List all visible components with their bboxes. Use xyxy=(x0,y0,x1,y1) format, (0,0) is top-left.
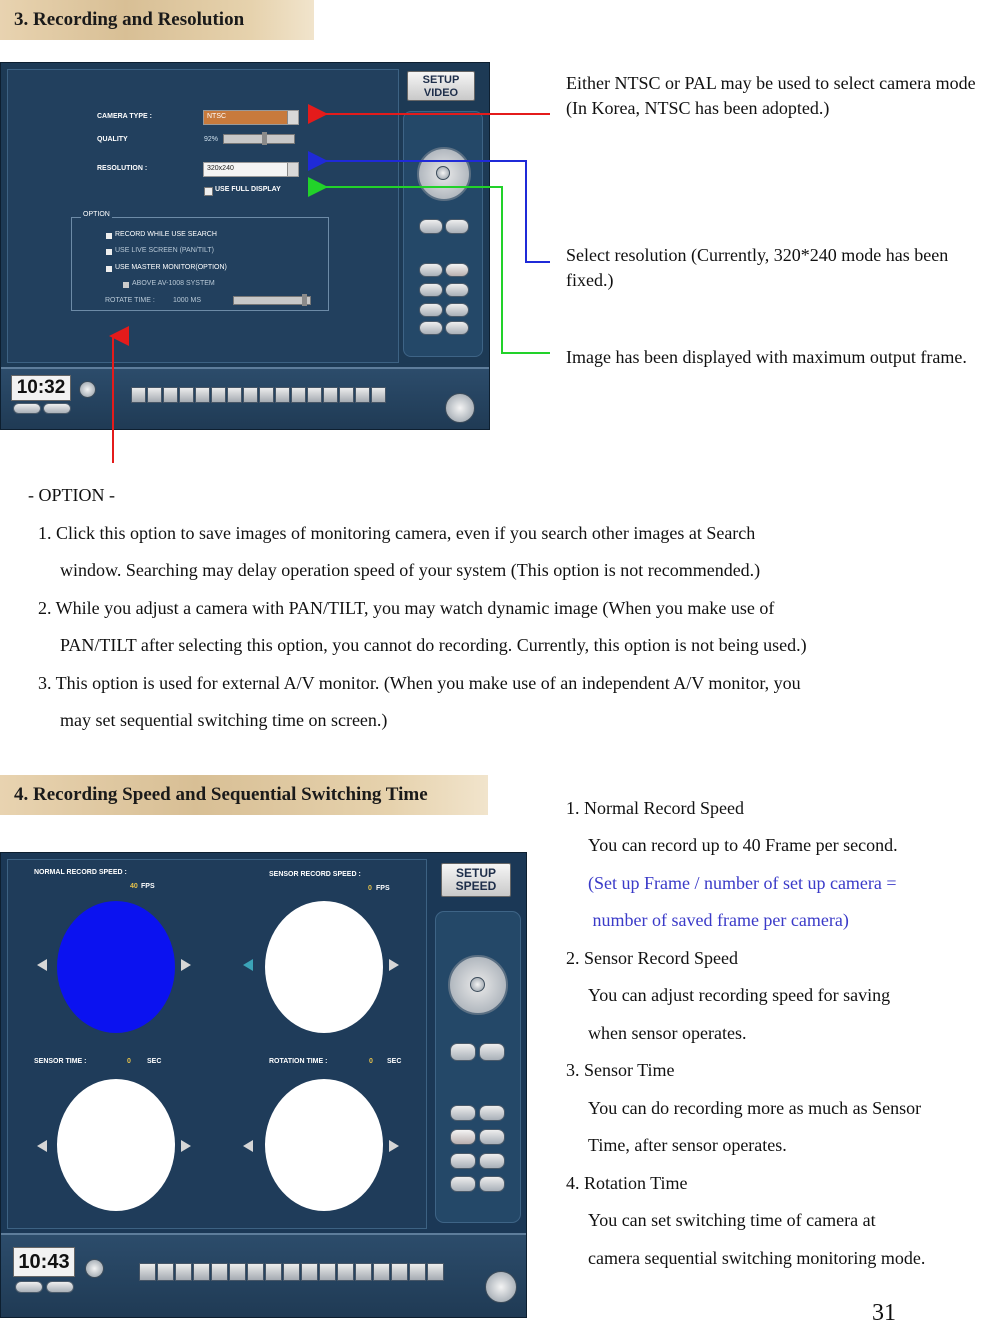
option-heading: - OPTION - xyxy=(28,485,115,505)
speed-item-text: Time, after sensor operates. xyxy=(588,1135,787,1155)
normal-speed-dial[interactable] xyxy=(57,901,175,1033)
next-button[interactable] xyxy=(479,1043,505,1061)
rotation-time-right-arrow[interactable] xyxy=(389,1140,399,1152)
channel-button[interactable] xyxy=(175,1263,192,1281)
channel-button[interactable] xyxy=(373,1263,390,1281)
speed-item-text: camera sequential switching monitoring mode. xyxy=(588,1248,926,1268)
channel-button[interactable] xyxy=(139,1263,156,1281)
clock-adjust-left[interactable] xyxy=(15,1281,43,1293)
option-3-label: USE MASTER MONITOR(OPTION) xyxy=(115,264,227,271)
speed-item-heading: 1. Normal Record Speed xyxy=(566,798,744,818)
option-line: may set sequential switching time on screen.) xyxy=(60,710,388,730)
channel-button[interactable] xyxy=(247,1263,264,1281)
full-display-note: Image has been displayed with maximum output frame. xyxy=(566,347,967,367)
clock-display: 10:43 xyxy=(13,1247,75,1277)
channel-button[interactable] xyxy=(337,1263,354,1281)
channel-button[interactable] xyxy=(193,1263,210,1281)
speed-label: SPEED xyxy=(455,879,497,893)
video-label: VIDEO xyxy=(423,87,459,99)
speed-item-heading: 3. Sensor Time xyxy=(566,1060,675,1080)
pan-tilt-dpad[interactable] xyxy=(448,955,508,1015)
channel-button[interactable] xyxy=(355,1263,372,1281)
prev-button[interactable] xyxy=(450,1043,476,1061)
control-button-4[interactable] xyxy=(450,1153,476,1169)
channel-button-row xyxy=(139,1263,449,1279)
rotate-time-label: ROTATE TIME : xyxy=(105,297,155,304)
normal-speed-left-arrow[interactable] xyxy=(37,959,47,971)
setup-label: SETUP xyxy=(422,74,460,86)
fps-label: FPS xyxy=(376,885,390,892)
control-button-3[interactable] xyxy=(479,1129,505,1145)
setup-speed-screenshot xyxy=(0,852,527,1318)
setup-speed-button[interactable] xyxy=(441,863,511,897)
option-group-label: OPTION xyxy=(83,211,110,218)
channel-button[interactable] xyxy=(211,1263,228,1281)
sensor-time-value: 0 xyxy=(127,1058,131,1065)
sensor-speed-label: SENSOR RECORD SPEED : xyxy=(269,871,361,878)
section-3-title: 3. Recording and Resolution xyxy=(0,0,314,40)
channel-button[interactable] xyxy=(157,1263,174,1281)
mode-button[interactable] xyxy=(85,1259,104,1278)
control-button-1[interactable] xyxy=(450,1105,476,1121)
speed-item-text: You can set switching time of camera at xyxy=(588,1210,876,1230)
sensor-time-left-arrow[interactable] xyxy=(37,1140,47,1152)
rotation-time-label: ROTATION TIME : xyxy=(269,1058,328,1065)
option-3-sub-label: ABOVE AV-1008 SYSTEM xyxy=(132,280,215,287)
speed-item-text: You can record up to 40 Frame per second. xyxy=(588,835,898,855)
option-line: 1. Click this option to save images of monitoring camera, even if you search other images at Search xyxy=(38,523,756,543)
option-2-label: USE LIVE SCREEN (PAN/TILT) xyxy=(115,247,214,254)
rotation-time-dial[interactable] xyxy=(265,1079,383,1211)
control-button-5[interactable] xyxy=(479,1153,505,1169)
channel-button[interactable] xyxy=(283,1263,300,1281)
resolution-label: RESOLUTION : xyxy=(97,165,148,172)
sensor-time-label: SENSOR TIME : xyxy=(34,1058,87,1065)
sensor-speed-dial[interactable] xyxy=(265,901,383,1033)
sensor-speed-value: 0 xyxy=(368,885,372,892)
channel-button[interactable] xyxy=(229,1263,246,1281)
normal-speed-value: 40 xyxy=(130,883,138,890)
section-4-title: 4. Recording Speed and Sequential Switching Time xyxy=(0,775,488,815)
sensor-speed-left-arrow[interactable] xyxy=(243,959,253,971)
channel-button[interactable] xyxy=(265,1263,282,1281)
option-line: 3. This option is used for external A/V monitor. (When you make use of an independent A/V monitor, you xyxy=(38,673,801,693)
option-line: PAN/TILT after selecting this option, you cannot do recording. Currently, this option is not being used.) xyxy=(60,635,807,655)
quality-label: QUALITY xyxy=(97,136,128,143)
speed-item-heading: 2. Sensor Record Speed xyxy=(566,948,738,968)
sec-label: SEC xyxy=(147,1058,162,1065)
speed-item-text: You can adjust recording speed for saving xyxy=(588,985,891,1005)
power-knob[interactable] xyxy=(485,1271,517,1303)
dpad-center-icon[interactable] xyxy=(470,977,485,992)
channel-button[interactable] xyxy=(391,1263,408,1281)
fps-label: FPS xyxy=(141,883,155,890)
channel-button[interactable] xyxy=(301,1263,318,1281)
clock-display: 10:32 xyxy=(11,375,71,401)
full-display-arrow xyxy=(324,187,550,353)
sec-label: SEC xyxy=(387,1058,402,1065)
channel-button[interactable] xyxy=(427,1263,444,1281)
speed-item-text: You can do recording more as much as Sensor xyxy=(588,1098,922,1118)
quality-value: 92% xyxy=(204,136,219,143)
sensor-time-right-arrow[interactable] xyxy=(181,1140,191,1152)
speed-item-formula: (Set up Frame / number of set up camera = xyxy=(588,873,897,893)
option-1-label: RECORD WHILE USE SEARCH xyxy=(115,231,217,238)
channel-button[interactable] xyxy=(319,1263,336,1281)
speed-item-text: when sensor operates. xyxy=(588,1023,747,1043)
rotate-time-value: 1000 MS xyxy=(173,297,202,304)
control-button-2[interactable] xyxy=(479,1105,505,1121)
option-line: window. Searching may delay operation speed of your system (This option is not recommended.) xyxy=(60,560,761,580)
speed-item-formula: number of saved frame per camera) xyxy=(588,910,849,930)
resolution-note: Select resolution (Currently, 320*240 mode has been fixed.) xyxy=(566,245,949,290)
speed-item-heading: 4. Rotation Time xyxy=(566,1173,688,1193)
normal-speed-label: NORMAL RECORD SPEED : xyxy=(34,869,127,876)
clock-adjust-right[interactable] xyxy=(46,1281,74,1293)
page-number: 31 xyxy=(872,1300,896,1326)
rotation-time-value: 0 xyxy=(369,1058,373,1065)
setup-label: SETUP xyxy=(455,866,496,880)
rotation-time-left-arrow[interactable] xyxy=(243,1140,253,1152)
camera-type-label: CAMERA TYPE : xyxy=(97,113,152,120)
control-button-7[interactable] xyxy=(479,1176,505,1192)
camera-type-value: NTSC xyxy=(207,113,227,120)
full-display-label: USE FULL DISPLAY xyxy=(215,186,281,193)
option-line: 2. While you adjust a camera with PAN/TILT, you may watch dynamic image (When you make use of xyxy=(38,598,775,618)
resolution-value: 320x240 xyxy=(207,165,234,172)
sensor-speed-right-arrow[interactable] xyxy=(389,959,399,971)
camera-mode-note: Either NTSC or PAL may be used to select camera mode (In Korea, NTSC has been adopted.) xyxy=(566,73,976,118)
normal-speed-right-arrow[interactable] xyxy=(181,959,191,971)
channel-button[interactable] xyxy=(409,1263,426,1281)
resolution-arrow xyxy=(324,161,550,262)
control-button-6[interactable] xyxy=(450,1176,476,1192)
sensor-time-dial[interactable] xyxy=(57,1079,175,1211)
record-button[interactable] xyxy=(450,1129,476,1145)
